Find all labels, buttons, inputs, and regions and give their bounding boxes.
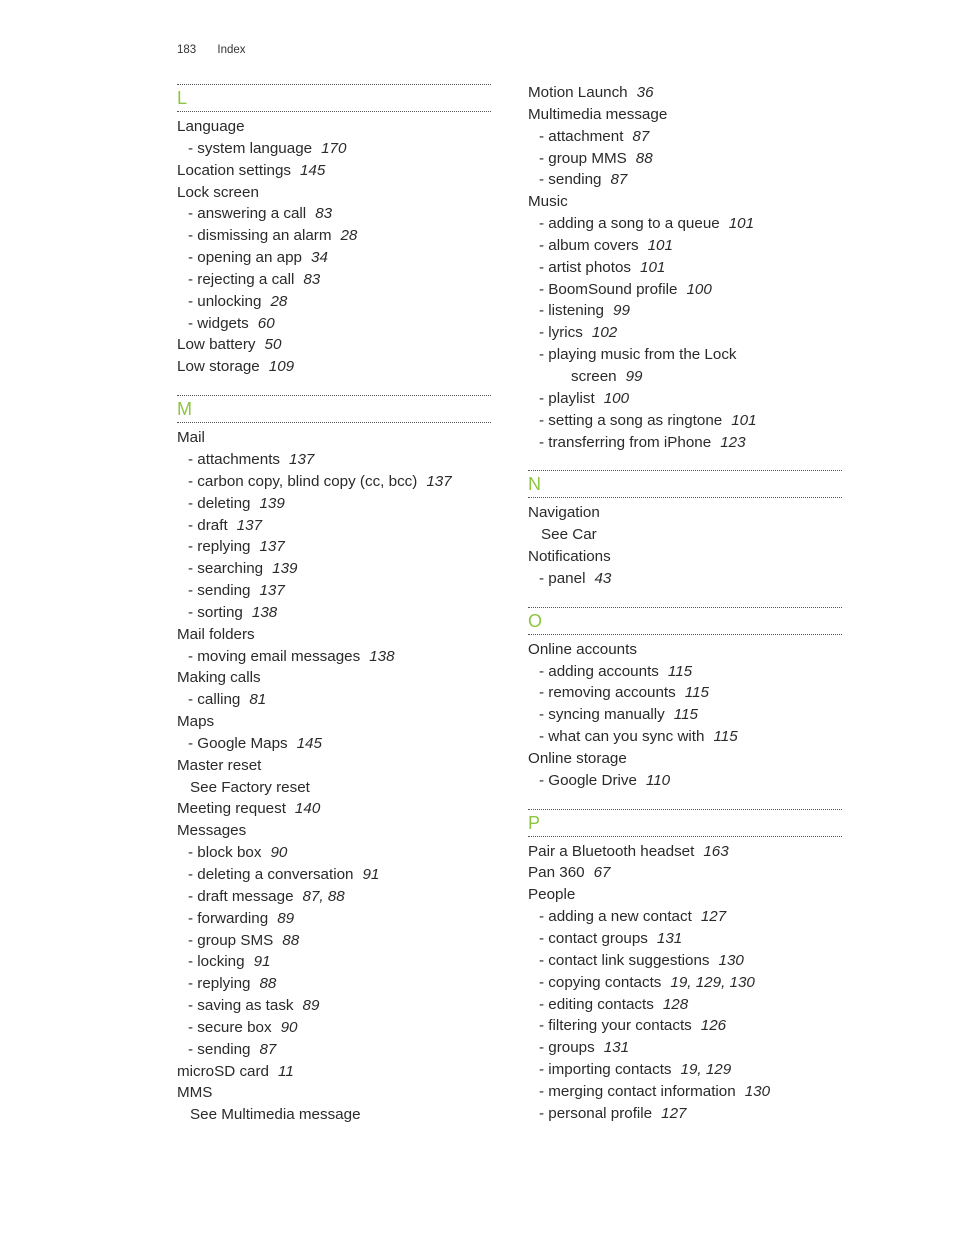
page-reference[interactable]: 102	[591, 324, 618, 342]
page-reference[interactable]: 36	[636, 84, 654, 101]
page-reference[interactable]: 137	[236, 516, 263, 534]
index-term: Messages	[177, 822, 247, 840]
index-letter-heading: M	[177, 395, 491, 423]
page-reference[interactable]: 138	[369, 647, 395, 665]
index-term: Pan 360	[528, 864, 585, 882]
index-entry	[177, 864, 491, 886]
index-entry	[528, 748, 842, 770]
index-entry	[528, 726, 842, 748]
page-reference[interactable]: 139	[272, 560, 298, 578]
index-entry	[177, 356, 491, 378]
page-reference[interactable]: 83	[315, 205, 333, 223]
index-entry	[177, 733, 491, 755]
page-reference[interactable]: 87	[610, 171, 628, 189]
index-entry	[177, 798, 491, 820]
page-reference[interactable]: 50	[264, 336, 282, 354]
index-entry	[528, 191, 842, 213]
index-term: - sorting	[188, 603, 243, 621]
index-term: Language	[177, 118, 245, 135]
index-term: - attachment	[539, 127, 624, 145]
index-term: - playing music from the Lock	[539, 346, 737, 364]
index-term: Mail	[177, 429, 205, 447]
index-entry-list	[528, 502, 842, 589]
index-entry	[528, 388, 842, 410]
page-reference[interactable]: 100	[686, 280, 712, 298]
index-entry	[177, 471, 491, 493]
page-reference[interactable]: 19, 129, 130	[670, 973, 755, 991]
index-term: - moving email messages	[188, 647, 361, 665]
index-entry	[528, 322, 842, 344]
page-reference[interactable]: 131	[603, 1039, 630, 1057]
page-reference[interactable]: 145	[299, 161, 326, 179]
index-entry	[177, 116, 491, 138]
index-entry	[528, 1081, 842, 1103]
index-term: - sending	[539, 171, 602, 189]
section-gap	[528, 453, 842, 470]
index-term: - dismissing an alarm	[188, 227, 332, 245]
index-term: - adding a new contact	[539, 908, 692, 926]
index-entry-list	[177, 116, 491, 378]
index-term: - panel	[539, 569, 586, 587]
index-term: Music	[528, 193, 568, 211]
page-reference[interactable]: 109	[268, 358, 295, 376]
page-reference[interactable]: 140	[294, 800, 321, 818]
page-reference[interactable]: 28	[270, 292, 288, 310]
index-term: - lyrics	[539, 324, 583, 342]
index-entry	[528, 344, 842, 366]
index-term: - importing contacts	[539, 1061, 672, 1079]
index-term: - deleting a conversation	[188, 866, 354, 883]
page-reference[interactable]: 87	[259, 1040, 277, 1058]
index-term: - locking	[188, 953, 245, 971]
page-reference[interactable]: 11	[278, 1062, 294, 1080]
index-term: Location settings	[177, 161, 291, 179]
index-term: Lock screen	[177, 183, 259, 201]
index-entry	[528, 770, 842, 792]
index-term: - widgets	[188, 314, 249, 332]
index-term: - deleting	[188, 494, 251, 512]
index-entry	[177, 536, 491, 558]
index-term: Motion Launch	[528, 84, 628, 101]
index-term: - personal profile	[539, 1104, 653, 1122]
index-entry	[177, 269, 491, 291]
page-reference[interactable]: 89	[277, 909, 295, 927]
page-reference[interactable]: 101	[728, 215, 755, 233]
index-term: - removing accounts	[539, 684, 676, 702]
index-entry	[177, 515, 491, 537]
page-reference[interactable]: 137	[289, 450, 315, 468]
page-reference[interactable]: 43	[594, 569, 612, 587]
page-reference[interactable]: 67	[593, 864, 611, 882]
page-reference[interactable]: 127	[700, 908, 727, 926]
index-term: - searching	[188, 560, 264, 578]
index-entry	[177, 646, 491, 668]
page-reference[interactable]: 123	[720, 433, 746, 451]
page-reference[interactable]: 90	[270, 844, 288, 862]
index-term: Navigation	[528, 504, 600, 522]
index-term: Online storage	[528, 749, 627, 767]
page-reference[interactable]: 60	[257, 314, 275, 332]
page-reference[interactable]: 163	[703, 842, 729, 860]
index-entry	[528, 148, 842, 170]
index-entry	[177, 225, 491, 247]
page-reference[interactable]: 115	[667, 662, 693, 680]
index-entry	[528, 257, 842, 279]
index-entry	[177, 313, 491, 335]
page-reference[interactable]: 88	[259, 975, 277, 993]
index-entry	[528, 546, 842, 568]
index-term: - answering a call	[188, 205, 307, 223]
index-entry	[177, 689, 491, 711]
index-entry	[177, 711, 491, 733]
index-entry	[528, 432, 842, 454]
index-term: Meeting request	[177, 800, 286, 818]
page-reference[interactable]: 138	[251, 603, 278, 621]
index-term: - sending	[188, 582, 251, 600]
index-entry	[528, 1059, 842, 1081]
index-term: - carbon copy, blind copy (cc, bcc)	[188, 472, 418, 490]
index-term: - group SMS	[188, 931, 274, 949]
page-reference[interactable]: 19, 129	[680, 1061, 732, 1079]
index-entry	[177, 291, 491, 313]
index-term: - Google Drive	[539, 771, 637, 789]
page-reference[interactable]: 145	[296, 734, 322, 752]
index-entry	[177, 247, 491, 269]
page-reference[interactable]: 91	[253, 953, 271, 971]
index-entry	[177, 1082, 491, 1104]
index-entry	[528, 682, 842, 704]
index-term: - editing contacts	[539, 995, 654, 1013]
index-term: - attachments	[188, 450, 281, 468]
section-gap	[528, 590, 842, 607]
index-term: - calling	[188, 691, 241, 709]
index-entry	[528, 704, 842, 726]
index-entry	[177, 1061, 491, 1083]
page-reference[interactable]: 88	[282, 931, 300, 949]
index-entry-list	[528, 841, 842, 1125]
index-entry	[177, 1017, 491, 1039]
index-term: screen	[571, 367, 617, 385]
page-reference[interactable]: 130	[744, 1082, 771, 1100]
index-term: - forwarding	[188, 909, 269, 927]
index-term: - unlocking	[188, 292, 262, 310]
index-term: - transferring from iPhone	[539, 433, 712, 451]
index-column-right	[528, 82, 842, 1125]
index-entry-list	[177, 427, 491, 1126]
page-reference[interactable]: 115	[673, 706, 698, 724]
index-term: - replying	[188, 975, 251, 993]
index-entry	[177, 995, 491, 1017]
index-term: - BoomSound profile	[539, 280, 678, 298]
index-entry	[528, 1103, 842, 1125]
index-entry	[528, 884, 842, 906]
page-reference[interactable]: 170	[321, 139, 347, 157]
index-term: - sending	[188, 1040, 251, 1058]
index-entry	[528, 300, 842, 322]
index-entry	[177, 951, 491, 973]
index-entry	[177, 182, 491, 204]
page-reference[interactable]: 139	[259, 494, 285, 512]
index-term: - block box	[188, 844, 262, 862]
index-term: - copying contacts	[539, 973, 662, 991]
index-term: - group MMS	[539, 149, 627, 167]
index-entry	[528, 1037, 842, 1059]
page-reference[interactable]: 137	[426, 472, 452, 490]
index-entry	[177, 624, 491, 646]
index-entry	[528, 661, 842, 683]
page-reference[interactable]: 126	[700, 1017, 727, 1035]
index-entry	[177, 558, 491, 580]
index-term: - adding accounts	[539, 662, 659, 680]
index-entry	[177, 1039, 491, 1061]
index-term: - saving as task	[188, 997, 294, 1015]
page-reference[interactable]: 34	[311, 249, 328, 267]
index-term: Low battery	[177, 336, 256, 354]
page-reference[interactable]: 87, 88	[302, 887, 345, 905]
index-entry	[177, 820, 491, 842]
page-reference[interactable]: 115	[713, 728, 738, 746]
page-reference[interactable]: 91	[362, 866, 380, 883]
index-term: MMS	[177, 1084, 213, 1102]
index-term: - artist photos	[539, 258, 632, 276]
index-term: - groups	[539, 1039, 595, 1057]
index-entry	[177, 908, 491, 930]
index-term: See Car	[541, 526, 597, 544]
index-entry	[177, 493, 491, 515]
page-reference[interactable]: 115	[684, 684, 709, 702]
page-reference[interactable]: 88	[635, 149, 653, 167]
index-term: - system language	[188, 139, 313, 157]
page-number: 183	[177, 44, 197, 56]
index-term: - setting a song as ringtone	[539, 411, 723, 429]
index-term: - opening an app	[188, 249, 303, 267]
index-entry	[528, 235, 842, 257]
index-term: See Multimedia message	[190, 1106, 361, 1124]
index-entry	[528, 366, 842, 388]
index-entry	[528, 972, 842, 994]
index-term: - merging contact information	[539, 1082, 736, 1100]
index-letter-heading: L	[177, 84, 491, 112]
index-entry	[528, 410, 842, 432]
index-entry	[177, 602, 491, 624]
index-term: - listening	[539, 302, 604, 320]
index-term: Online accounts	[528, 640, 637, 658]
page-reference[interactable]: 131	[656, 930, 683, 947]
index-letter-heading: O	[528, 607, 842, 635]
index-term: microSD card	[177, 1062, 269, 1080]
index-entry	[528, 524, 842, 546]
page-reference[interactable]: 137	[259, 582, 285, 600]
index-term: Notifications	[528, 548, 611, 566]
index-term: - contact groups	[539, 930, 648, 947]
page-reference[interactable]: 99	[613, 302, 630, 320]
page-reference[interactable]: 90	[280, 1018, 298, 1036]
index-entry	[177, 334, 491, 356]
index-entry	[177, 667, 491, 689]
index-entry	[177, 138, 491, 160]
index-term: - draft message	[188, 887, 294, 905]
index-term: People	[528, 886, 576, 904]
section-gap	[177, 378, 491, 395]
page-reference[interactable]: 101	[731, 411, 757, 429]
page-reference[interactable]: 101	[647, 236, 673, 254]
index-term: Maps	[177, 713, 215, 731]
index-column-left	[177, 84, 491, 1126]
index-entry	[528, 928, 842, 950]
page-reference[interactable]: 110	[645, 771, 671, 789]
index-term: Making calls	[177, 669, 261, 687]
index-entry	[177, 777, 491, 799]
index-entry	[528, 279, 842, 301]
index-term: - Google Maps	[188, 734, 288, 752]
index-entry	[177, 427, 491, 449]
index-term: Low storage	[177, 358, 260, 376]
index-entry	[528, 862, 842, 884]
page-header	[177, 44, 246, 56]
index-entry	[528, 639, 842, 661]
index-term: Mail folders	[177, 625, 255, 643]
index-entry	[177, 842, 491, 864]
index-term: - adding a song to a queue	[539, 215, 720, 233]
page-reference[interactable]: 89	[302, 997, 320, 1015]
index-entry	[528, 104, 842, 126]
index-term: Master reset	[177, 756, 262, 774]
index-term: - rejecting a call	[188, 270, 295, 288]
page-reference[interactable]: 87	[632, 127, 650, 145]
index-entry	[177, 886, 491, 908]
index-entry	[177, 203, 491, 225]
page-reference[interactable]: 81	[249, 691, 267, 709]
index-entry-list	[528, 82, 842, 453]
index-term: - draft	[188, 516, 228, 534]
index-entry	[528, 82, 842, 104]
index-term: Multimedia message	[528, 105, 668, 123]
index-entry	[177, 160, 491, 182]
index-entry	[177, 755, 491, 777]
index-term: - filtering your contacts	[539, 1017, 692, 1035]
index-entry	[528, 213, 842, 235]
page-reference[interactable]: 100	[603, 389, 630, 407]
page-reference[interactable]: 83	[303, 270, 321, 288]
section-title: Index	[217, 44, 246, 56]
index-letter-heading: N	[528, 470, 842, 498]
index-entry	[528, 502, 842, 524]
index-term: - album covers	[539, 236, 639, 254]
index-entry	[177, 973, 491, 995]
index-entry	[528, 950, 842, 972]
index-entry	[177, 580, 491, 602]
index-entry-list	[528, 639, 842, 792]
index-term: - secure box	[188, 1018, 272, 1036]
index-term: - syncing manually	[539, 706, 665, 724]
index-term: See Factory reset	[190, 778, 310, 796]
index-term: - contact link suggestions	[539, 951, 710, 969]
index-term: - playlist	[539, 389, 595, 407]
index-entry	[528, 169, 842, 191]
index-entry	[528, 841, 842, 863]
page-reference[interactable]: 137	[259, 538, 285, 556]
index-entry	[528, 568, 842, 590]
page-reference[interactable]: 130	[718, 951, 744, 969]
index-entry	[528, 126, 842, 148]
index-entry	[177, 930, 491, 952]
page-reference[interactable]: 127	[661, 1104, 687, 1122]
index-term: - replying	[188, 538, 251, 556]
index-entry	[528, 994, 842, 1016]
page-reference[interactable]: 101	[640, 258, 666, 276]
index-term: Pair a Bluetooth headset	[528, 842, 695, 860]
page-reference[interactable]: 28	[340, 227, 358, 245]
index-entry	[177, 1104, 491, 1126]
index-term: - what can you sync with	[539, 728, 705, 746]
page-reference[interactable]: 128	[662, 995, 689, 1013]
index-entry	[177, 449, 491, 471]
index-entry	[528, 906, 842, 928]
page-reference[interactable]: 99	[625, 367, 643, 385]
section-gap	[528, 792, 842, 809]
index-entry	[528, 1015, 842, 1037]
index-letter-heading: P	[528, 809, 842, 837]
